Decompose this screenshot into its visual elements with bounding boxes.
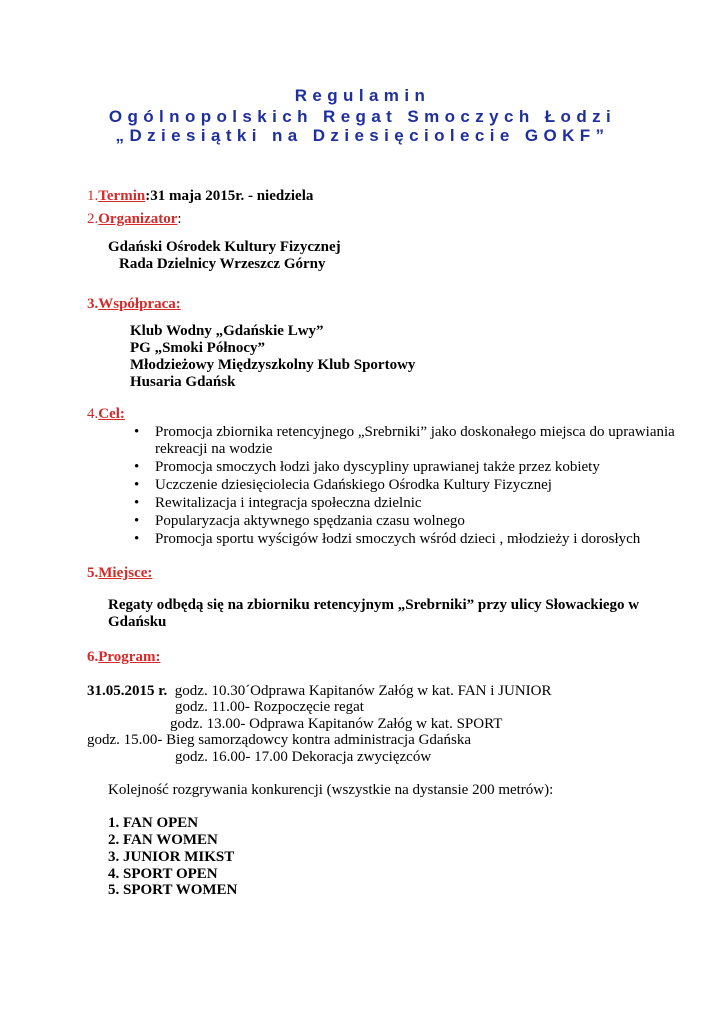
title-regatta-name: Ogólnopolskich Regat Smoczych Łodzi	[108, 107, 617, 126]
schedule-item: godz. 16.00- 17.00 Dekoracja zwycięzców	[175, 749, 432, 765]
list-item	[134, 424, 694, 458]
section-program	[87, 649, 160, 666]
section-termin	[87, 188, 313, 205]
competition-item: 3. JUNIOR MIKST	[108, 849, 235, 865]
bullet-icon: •	[134, 459, 140, 475]
bullet-icon: •	[134, 513, 140, 529]
list-item	[134, 513, 694, 530]
schedule-item: godz. 13.00- Odprawa Kapitanów Załóg w kat. SPORT	[170, 716, 503, 732]
section-number: 3.	[87, 296, 99, 312]
termin-date: 31 maja 2015r. - niedziela	[150, 188, 314, 204]
section-heading: Miejsce:	[98, 565, 153, 581]
partner-item: PG „Smoki Północy”	[130, 340, 266, 356]
section-colon: :	[177, 211, 182, 227]
goal-text: Promocja zbiornika retencyjnego „Srebrniki” jako doskonałego miejsca do uprawiania rekreacji na wodzie	[155, 424, 675, 457]
section-number: 4.	[87, 406, 99, 422]
goal-text: Popularyzacja aktywnego spędzania czasu wolnego	[155, 513, 465, 529]
bullet-icon: •	[134, 531, 140, 547]
section-heading: Program:	[98, 649, 161, 665]
section-heading: Cel:	[98, 406, 125, 422]
competition-item: 2. FAN WOMEN	[108, 832, 218, 848]
competition-item: 1. FAN OPEN	[108, 815, 199, 831]
venue-text-line1: Regaty odbędą się na zbiorniku retencyjnym „Srebrniki” przy ulicy Słowackiego w	[108, 597, 640, 613]
goal-text: Uczczenie dziesięciolecia Gdańskiego Ośrodka Kultury Fizycznej	[155, 477, 552, 493]
goal-text: Rewitalizacja i integracja społeczna dzielnic	[155, 495, 422, 511]
schedule-item: godz. 15.00- Bieg samorządowcy kontra administracja Gdańska	[87, 732, 472, 748]
section-number: 6.	[87, 649, 99, 665]
section-colon: :	[145, 188, 151, 204]
schedule-item: godz. 11.00- Rozpoczęcie regat	[175, 699, 364, 715]
program-row	[87, 683, 552, 700]
list-item	[134, 531, 694, 548]
organizer-item: Gdański Ośrodek Kultury Fizycznej	[108, 239, 341, 255]
bullet-icon: •	[134, 424, 140, 440]
section-organizator	[87, 211, 182, 228]
program-date: 31.05.2015 r.	[87, 683, 168, 699]
section-number: 2.	[87, 211, 99, 227]
section-heading: Organizator	[98, 211, 178, 227]
section-number: 5.	[87, 565, 99, 581]
venue-text-line2: Gdańsku	[108, 614, 167, 630]
section-wspolpraca	[87, 296, 181, 313]
bullet-icon: •	[134, 495, 140, 511]
section-heading: Współpraca:	[98, 296, 181, 312]
competition-order-intro: Kolejność rozgrywania konkurencji (wszystkie na dystansie 200 metrów):	[108, 782, 554, 798]
partner-item: Młodzieżowy Międzyszkolny Klub Sportowy	[130, 357, 416, 373]
list-item	[134, 495, 694, 512]
competition-item: 4. SPORT OPEN	[108, 866, 218, 882]
competition-item: 5. SPORT WOMEN	[108, 882, 238, 898]
section-miejsce	[87, 565, 152, 582]
list-item	[134, 477, 694, 494]
title-event-motto: „Dziesiątki na Dziesięciolecie GOKF”	[115, 126, 610, 145]
title-regulamin: Regulamin	[294, 86, 431, 105]
goal-text: Promocja smoczych łodzi jako dyscypliny uprawianej także przez kobiety	[155, 459, 600, 475]
bullet-icon: •	[134, 477, 140, 493]
list-item	[134, 459, 694, 476]
goals-list	[134, 424, 694, 549]
section-number: 1.	[87, 188, 99, 204]
partner-item: Husaria Gdańsk	[130, 374, 236, 390]
organizer-item: Rada Dzielnicy Wrzeszcz Górny	[119, 256, 326, 272]
section-cel	[87, 406, 125, 423]
partner-item: Klub Wodny „Gdańskie Lwy”	[130, 323, 324, 339]
goal-text: Promocja sportu wyścigów łodzi smoczych wśród dzieci , młodzieży i dorosłych	[155, 531, 641, 547]
section-heading: Termin	[98, 188, 146, 204]
schedule-item: godz. 10.30´Odprawa Kapitanów Załóg w kat. FAN i JUNIOR	[174, 683, 552, 699]
